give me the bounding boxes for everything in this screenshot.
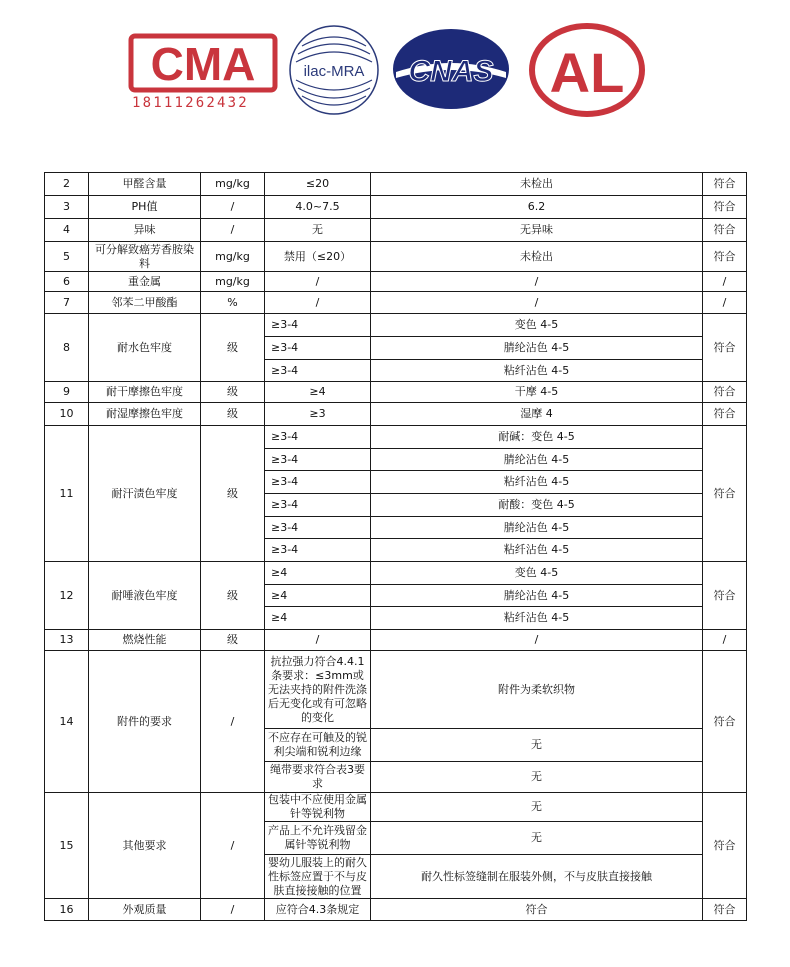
table-row <box>45 292 747 314</box>
cnas-logo-text: CNAS <box>408 55 494 88</box>
standard-requirement: / <box>265 292 371 314</box>
test-result: 6.2 <box>371 196 703 219</box>
test-result: 耐酸：变色 4-5 <box>371 494 703 517</box>
verdict: 符合 <box>703 242 747 272</box>
row-number: 13 <box>45 630 89 651</box>
ilac-mra-logo <box>288 24 380 116</box>
table-row <box>45 630 747 651</box>
standard-requirement: ≥3-4 <box>265 471 371 494</box>
row-number: 15 <box>45 793 89 899</box>
table-row <box>45 196 747 219</box>
table-row <box>45 272 747 292</box>
standard-requirement: ≥3-4 <box>265 360 371 382</box>
row-number: 8 <box>45 314 89 382</box>
verdict: 符合 <box>703 173 747 196</box>
test-result: 未检出 <box>371 242 703 272</box>
row-number: 9 <box>45 382 89 403</box>
test-result: / <box>371 292 703 314</box>
test-item: 耐汗渍色牢度 <box>89 426 201 562</box>
verdict: 符合 <box>703 219 747 242</box>
test-item: 耐水色牢度 <box>89 314 201 382</box>
test-result: 附件为柔软织物 <box>371 651 703 729</box>
row-number: 12 <box>45 562 89 630</box>
unit: 级 <box>201 382 265 403</box>
test-item: 重金属 <box>89 272 201 292</box>
table-row <box>45 899 747 921</box>
certification-logos <box>0 0 790 150</box>
verdict: / <box>703 292 747 314</box>
standard-requirement: ≤20 <box>265 173 371 196</box>
standard-requirement: 产品上不允许残留金属针等锐利物 <box>265 822 371 855</box>
test-result: 干摩 4-5 <box>371 382 703 403</box>
unit: 级 <box>201 403 265 426</box>
standard-requirement: / <box>265 272 371 292</box>
unit: / <box>201 899 265 921</box>
test-result: 符合 <box>371 899 703 921</box>
standard-requirement: ≥4 <box>265 382 371 403</box>
row-number: 2 <box>45 173 89 196</box>
test-result: 粘纤沾色 4-5 <box>371 539 703 562</box>
test-item: 其他要求 <box>89 793 201 899</box>
row-number: 6 <box>45 272 89 292</box>
unit: % <box>201 292 265 314</box>
table-row <box>45 793 747 822</box>
test-item: PH值 <box>89 196 201 219</box>
row-number: 16 <box>45 899 89 921</box>
standard-requirement: 应符合4.3条规定 <box>265 899 371 921</box>
test-item: 耐湿摩擦色牢度 <box>89 403 201 426</box>
test-result: 粘纤沾色 4-5 <box>371 471 703 494</box>
standard-requirement: ≥3-4 <box>265 494 371 517</box>
standard-requirement: ≥4 <box>265 607 371 630</box>
standard-requirement: 不应存在可触及的锐利尖端和锐利边缘 <box>265 729 371 762</box>
unit: 级 <box>201 562 265 630</box>
unit: / <box>201 793 265 899</box>
test-result: / <box>371 272 703 292</box>
test-item: 异味 <box>89 219 201 242</box>
test-result: 腈纶沾色 4-5 <box>371 585 703 607</box>
standard-requirement: 抗拉强力符合4.4.1条要求：≤3mm或无法夹持的附件洗涤后无变化或有可忽略的变化 <box>265 651 371 729</box>
standard-requirement: ≥3-4 <box>265 337 371 360</box>
standard-requirement: ≥3-4 <box>265 517 371 539</box>
test-result: 耐碱：变色 4-5 <box>371 426 703 449</box>
test-result: 耐久性标签缝制在服装外侧，不与皮肤直接接触 <box>371 855 703 899</box>
unit: 级 <box>201 426 265 562</box>
table-row <box>45 219 747 242</box>
test-result: 粘纤沾色 4-5 <box>371 360 703 382</box>
standard-requirement: ≥4 <box>265 562 371 585</box>
test-result: 变色 4-5 <box>371 314 703 337</box>
verdict: 符合 <box>703 314 747 382</box>
verdict: / <box>703 630 747 651</box>
row-number: 10 <box>45 403 89 426</box>
test-item: 附件的要求 <box>89 651 201 793</box>
test-result: / <box>371 630 703 651</box>
test-result: 腈纶沾色 4-5 <box>371 337 703 360</box>
test-result: 无 <box>371 762 703 793</box>
test-results-table <box>44 172 747 921</box>
cma-number: 18111262432 <box>132 95 249 111</box>
row-number: 14 <box>45 651 89 793</box>
table-row <box>45 403 747 426</box>
test-item: 耐干摩擦色牢度 <box>89 382 201 403</box>
standard-requirement: ≥3-4 <box>265 449 371 471</box>
table-row <box>45 382 747 403</box>
verdict: 符合 <box>703 562 747 630</box>
test-result: 粘纤沾色 4-5 <box>371 607 703 630</box>
unit: mg/kg <box>201 242 265 272</box>
standard-requirement: ≥4 <box>265 585 371 607</box>
row-number: 7 <box>45 292 89 314</box>
standard-requirement: / <box>265 630 371 651</box>
verdict: 符合 <box>703 382 747 403</box>
verdict: 符合 <box>703 426 747 562</box>
standard-requirement: 绳带要求符合表3要求 <box>265 762 371 793</box>
standard-requirement: ≥3-4 <box>265 314 371 337</box>
unit: / <box>201 651 265 793</box>
test-result: 腈纶沾色 4-5 <box>371 517 703 539</box>
test-item: 邻苯二甲酸酯 <box>89 292 201 314</box>
verdict: 符合 <box>703 651 747 793</box>
cma-logo-text: CMA <box>150 38 256 90</box>
row-number: 3 <box>45 196 89 219</box>
standard-requirement: ≥3-4 <box>265 539 371 562</box>
table-row <box>45 242 747 272</box>
al-logo <box>528 22 646 118</box>
table-row <box>45 314 747 337</box>
test-result: 无 <box>371 729 703 762</box>
row-number: 5 <box>45 242 89 272</box>
verdict: 符合 <box>703 196 747 219</box>
test-result: 未检出 <box>371 173 703 196</box>
unit: 级 <box>201 630 265 651</box>
table-row <box>45 173 747 196</box>
ilac-logo-text: ilac-MRA <box>303 63 365 80</box>
test-item: 耐唾液色牢度 <box>89 562 201 630</box>
test-item: 可分解致癌芳香胺染料 <box>89 242 201 272</box>
standard-requirement: 包装中不应使用金属针等锐利物 <box>265 793 371 822</box>
unit: mg/kg <box>201 272 265 292</box>
table-row <box>45 651 747 729</box>
row-number: 11 <box>45 426 89 562</box>
test-result: 变色 4-5 <box>371 562 703 585</box>
standard-requirement: 禁用（≤20） <box>265 242 371 272</box>
table-row <box>45 426 747 449</box>
unit: / <box>201 219 265 242</box>
test-result: 无 <box>371 822 703 855</box>
test-result: 无 <box>371 793 703 822</box>
standard-requirement: 无 <box>265 219 371 242</box>
test-item: 燃烧性能 <box>89 630 201 651</box>
standard-requirement: ≥3-4 <box>265 426 371 449</box>
verdict: 符合 <box>703 899 747 921</box>
unit: 级 <box>201 314 265 382</box>
test-item: 甲醛含量 <box>89 173 201 196</box>
verdict: 符合 <box>703 793 747 899</box>
cnas-logo <box>390 26 512 112</box>
verdict: 符合 <box>703 403 747 426</box>
standard-requirement: 4.0~7.5 <box>265 196 371 219</box>
test-result: 湿摩 4 <box>371 403 703 426</box>
verdict: / <box>703 272 747 292</box>
standard-requirement: 婴幼儿服装上的耐久性标签应置于不与皮肤直接接触的位置 <box>265 855 371 899</box>
al-logo-text: AL <box>549 41 625 104</box>
table-row <box>45 562 747 585</box>
test-item: 外观质量 <box>89 899 201 921</box>
standard-requirement: ≥3 <box>265 403 371 426</box>
test-result: 腈纶沾色 4-5 <box>371 449 703 471</box>
row-number: 4 <box>45 219 89 242</box>
unit: mg/kg <box>201 173 265 196</box>
unit: / <box>201 196 265 219</box>
test-result: 无异味 <box>371 219 703 242</box>
